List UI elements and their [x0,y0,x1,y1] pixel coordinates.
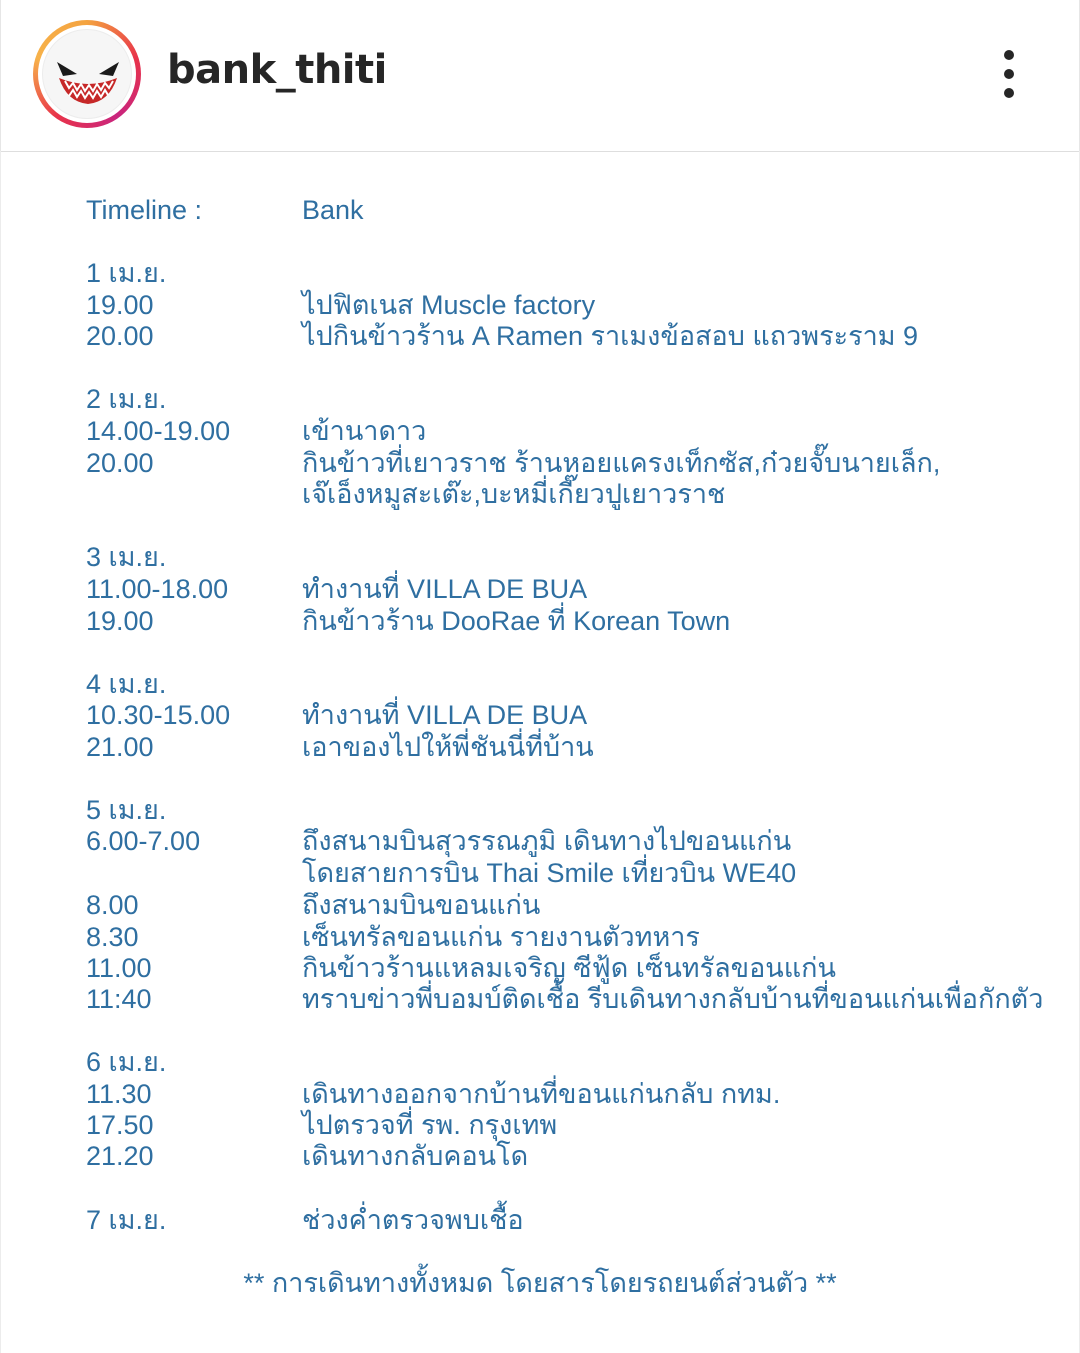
entry-time: 11.30 [86,1079,152,1109]
timeline-header-label: Timeline : [86,195,203,225]
entry-activity: เดินทางกลับคอนโด [302,1141,529,1171]
more-vertical-icon [1004,88,1014,98]
entry-time: 11.00 [86,953,152,983]
more-options-button[interactable] [991,44,1027,104]
entry-activity: เดินทางออกจากบ้านที่ขอนแก่นกลับ กทม. [302,1079,781,1109]
entry-time: 8.30 [86,922,139,952]
post-header [0,0,1080,152]
story-ring[interactable] [33,20,141,128]
entry-time: 20.00 [86,321,154,351]
entry-activity: ไปกินข้าวร้าน A Ramen ราเมงข้อสอบ แถวพระราม 9 [302,321,919,351]
entry-time: 19.00 [86,290,154,320]
day-date: 6 เม.ย. [86,1047,167,1077]
entry-activity-continued: เจ๊เอ็งหมูสะเต๊ะ,บะหมี่เกี๊ยวปูเยาวราช [302,479,726,509]
entry-activity-continued: โดยสายการบิน Thai Smile เที่ยวบิน WE40 [302,858,797,888]
avatar[interactable] [42,29,132,119]
entry-activity: ทำงานที่ VILLA DE BUA [302,574,588,604]
entry-activity: ไปตรวจที่ รพ. กรุงเทพ [302,1110,558,1140]
more-vertical-icon [1004,69,1014,79]
entry-time: 14.00-19.00 [86,416,231,446]
day-date: 1 เม.ย. [86,258,167,288]
day-note: ช่วงค่ำตรวจพบเชื้อ [302,1205,524,1235]
entry-activity: ถึงสนามบินสุวรรณภูมิ เดินทางไปขอนแก่น [302,826,792,856]
more-vertical-icon [1004,50,1014,60]
entry-time: 8.00 [86,890,139,920]
entry-time: 21.00 [86,732,154,762]
entry-time: 17.50 [86,1110,154,1140]
entry-time: 20.00 [86,448,154,478]
day-date: 4 เม.ย. [86,669,167,699]
username[interactable]: bank_thiti [167,47,387,93]
entry-activity: กินข้าวร้านแหลมเจริญ ซีฟู้ด เซ็นทรัลขอนแก่น [302,953,836,983]
entry-time: 11:40 [86,984,152,1014]
entry-time: 6.00-7.00 [86,826,201,856]
timeline-header-name: Bank [302,195,364,225]
entry-time: 21.20 [86,1141,154,1171]
entry-time: 19.00 [86,606,154,636]
entry-activity: ทราบข่าวพี่บอมบ์ติดเชื้อ รีบเดินทางกลับบ้านที่ขอนแก่นเพื่อกักตัว [302,984,1044,1014]
entry-activity: กินข้าวที่เยาวราช ร้านหอยแครงเท็กซัส,ก๋วยจั๊บนายเล็ก, [302,448,941,478]
day-date: 7 เม.ย. [86,1205,167,1235]
entry-time: 11.00-18.00 [86,574,229,604]
entry-activity: ถึงสนามบินขอนแก่น [302,890,541,920]
day-date: 3 เม.ย. [86,542,167,572]
entry-activity: กินข้าวร้าน DooRae ที่ Korean Town [302,606,731,636]
day-date: 2 เม.ย. [86,384,167,414]
entry-activity: ไปฟิตเนส Muscle factory [302,290,596,320]
post-image [0,152,1080,1353]
entry-activity: เอาของไปให้พี่ชันนี่ที่บ้าน [302,732,594,762]
footer-note: ** การเดินทางทั้งหมด โดยสารโดยรถยนต์ส่วนตัว ** [243,1268,837,1298]
entry-activity: เข้านาดาว [302,416,427,446]
joker-smile-icon [43,30,132,119]
entry-activity: เซ็นทรัลขอนแก่น รายงานตัวทหาร [302,922,700,952]
entry-activity: ทำงานที่ VILLA DE BUA [302,700,588,730]
entry-time: 10.30-15.00 [86,700,231,730]
day-date: 5 เม.ย. [86,795,167,825]
